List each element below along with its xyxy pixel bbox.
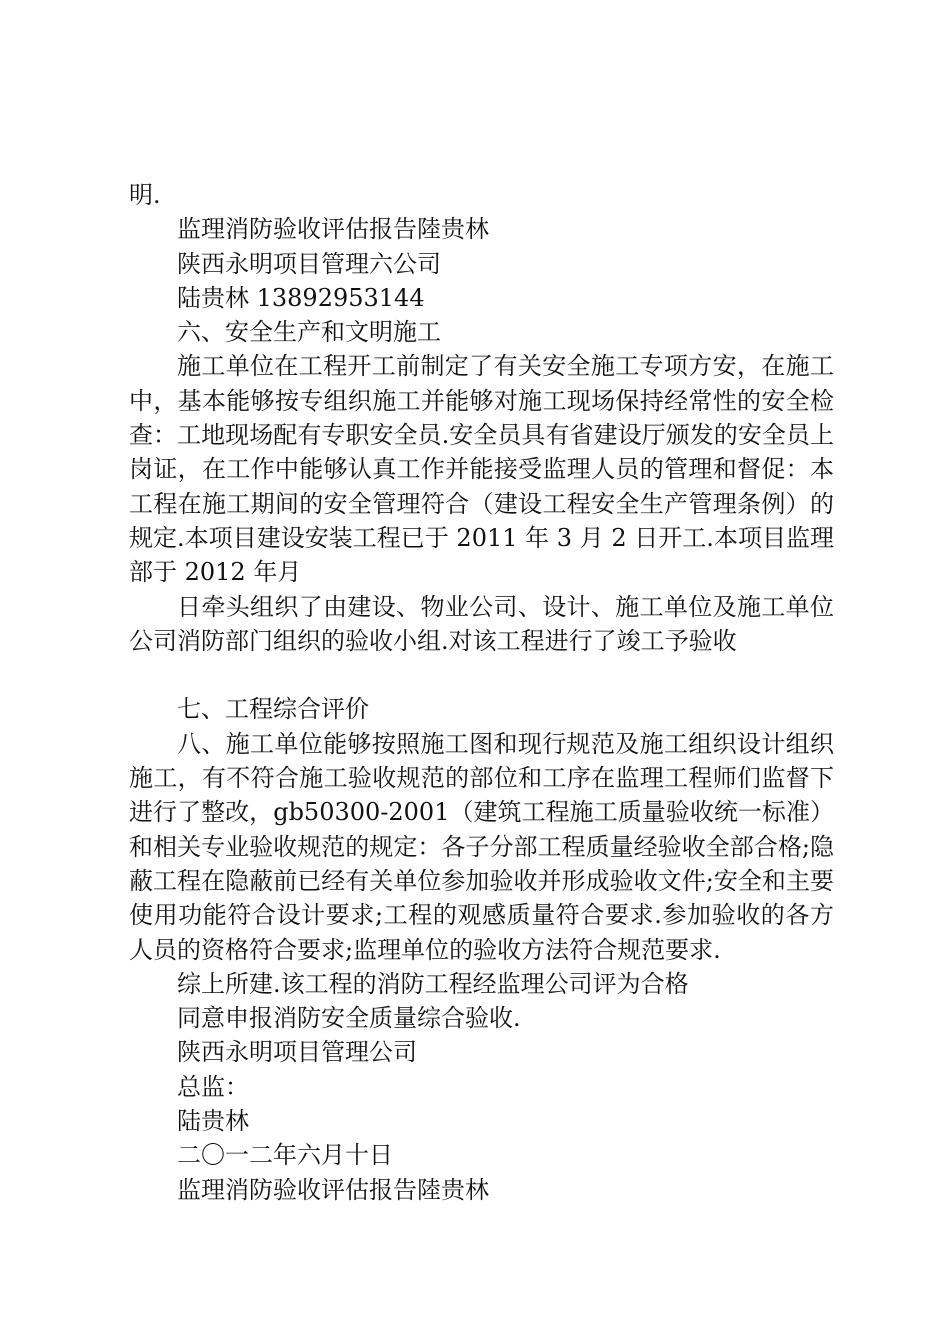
text-line-1: 明. <box>129 181 161 209</box>
safety-paragraph: 施工单位在工程开工前制定了有关安全施工专项方安，在施工中，基本能够按专组织施工并能够对施工现场保持经常性的安全检查：工地现场配有专职安全员.安全员具有省建设厅颁发的安全员上岗证，在工作中能够认真工作并能接受监理人员的管理和督促：本工程在施工期间的安全管理符合（建设工程安全生产管理条例）的规定.本项目建设安装工程已于 2011 年 3 月 2 日开工.本项目监理部于 2012 年月 <box>129 352 834 587</box>
document-body <box>129 178 834 1207</box>
report-title-line: 监理消防验收评估报告陸贵林 <box>177 215 489 244</box>
signing-company-line: 陕西永明项目管理公司 <box>177 1038 417 1067</box>
section-heading-7: 七、工程综合评价 <box>177 695 369 724</box>
report-footer-line: 监理消防验收评估报告陸贵林 <box>177 1175 489 1204</box>
chief-supervisor-label: 总监： <box>177 1072 249 1101</box>
contact-line: 陆贵林 13892953144 <box>177 283 425 312</box>
date-line: 二〇一二年六月十日 <box>177 1141 393 1170</box>
conclusion-line: 综上所建.该工程的消防工程经监理公司评为合格 <box>177 969 689 998</box>
company-line: 陕西永明项目管理六公司 <box>177 249 441 278</box>
acceptance-paragraph: 日牵头组织了由建设、物业公司、设计、施工单位及施工单位公司消防部门组织的验收小组.对该工程进行了竣工予验收 <box>129 592 834 655</box>
signer-name: 陆贵林 <box>177 1107 249 1136</box>
evaluation-paragraph: 八、施工单位能够按照施工图和现行规范及施工组织设计组织施工，有不符合施工验收规范的部位和工序在监理工程师们监督下进行了整改，gb50300-2001（建筑工程施工质量验收统一标准）和相关专业验收规范的规定：各子分部工程质量经验收全部合格;隐蔽工程在隐蔽前已经有关单位参加验收并形成验收文件;安全和主要使用功能符合设计要求;工程的观感质量符合要求.参加验收的各方人员的资格符合要求;监理单位的验收方法符合规范要求. <box>129 729 834 964</box>
paragraph-gap <box>129 658 834 692</box>
approval-line: 同意申报消防安全质量综合验收. <box>177 1004 521 1033</box>
section-heading-6: 六、安全生产和文明施工 <box>177 318 441 347</box>
